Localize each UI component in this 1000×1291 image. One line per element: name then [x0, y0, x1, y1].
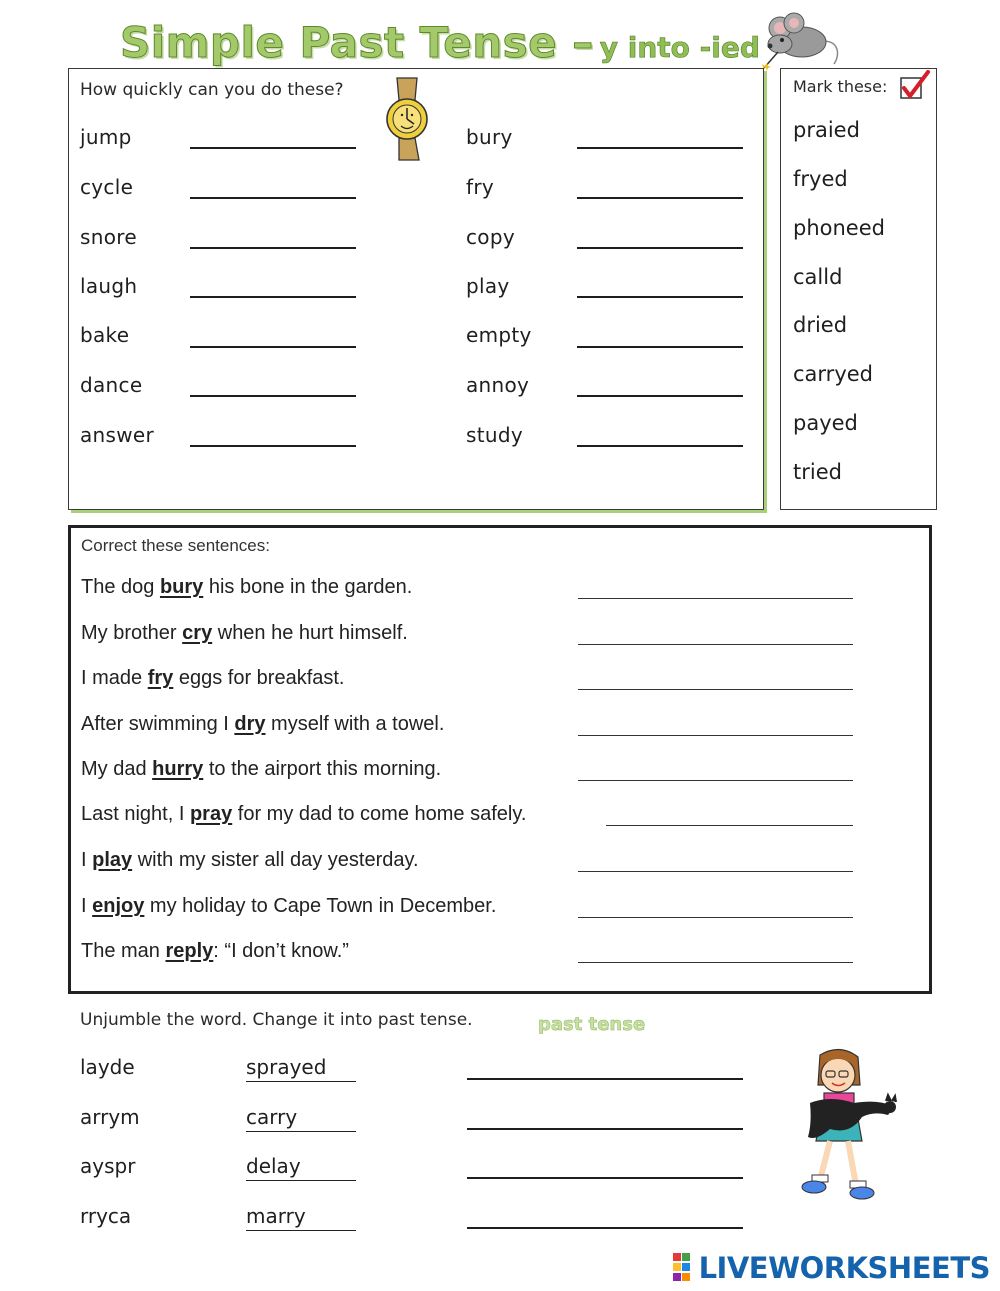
answer-line[interactable]: [467, 1177, 743, 1179]
highlighted-verb: enjoy: [92, 895, 145, 917]
scrambled-word: ayspr: [80, 1154, 136, 1178]
answer-line[interactable]: [190, 147, 356, 149]
sentence-item: I made fry eggs for breakfast.: [81, 667, 345, 689]
highlighted-verb: cry: [182, 622, 213, 644]
watch-icon: [384, 76, 432, 162]
mark-instruction: Mark these:: [793, 77, 888, 96]
answer-line[interactable]: [577, 346, 743, 348]
highlighted-verb: hurry: [152, 758, 204, 780]
sentence-item: My brother cry when he hurt himself.: [81, 622, 408, 644]
answer-line[interactable]: [190, 445, 356, 447]
mark-word[interactable]: fryed: [793, 167, 848, 191]
verb-item: play: [466, 274, 510, 298]
girl-with-cat-illustration: [790, 1045, 905, 1210]
word-choice[interactable]: carry: [246, 1105, 356, 1132]
mark-word[interactable]: dried: [793, 313, 848, 337]
brand-name: LIVEWORKSHEETS: [698, 1251, 990, 1285]
speed-instruction: How quickly can you do these?: [80, 80, 344, 100]
answer-line[interactable]: [190, 247, 356, 249]
answer-line[interactable]: [606, 825, 853, 826]
highlighted-verb: fry: [147, 667, 174, 689]
answer-line[interactable]: [577, 197, 743, 199]
answer-line[interactable]: [578, 871, 853, 872]
verb-item: cycle: [80, 175, 134, 199]
word-choice[interactable]: delay: [246, 1154, 356, 1181]
verb-item: laugh: [80, 274, 138, 298]
answer-line[interactable]: [578, 917, 853, 918]
verb-item: fry: [466, 175, 494, 199]
verb-item: answer: [80, 423, 155, 447]
sentence-item: I enjoy my holiday to Cape Town in December.: [81, 895, 497, 917]
verb-item: bury: [466, 125, 513, 149]
checkbox-icon: [898, 70, 932, 104]
highlighted-verb: reply: [165, 940, 214, 962]
verb-item: annoy: [466, 373, 530, 397]
answer-line[interactable]: [578, 598, 853, 599]
mark-word[interactable]: payed: [793, 411, 858, 435]
answer-line[interactable]: [190, 346, 356, 348]
word-choice[interactable]: sprayed: [246, 1055, 356, 1082]
highlighted-verb: bury: [159, 576, 204, 598]
answer-line[interactable]: [467, 1078, 743, 1080]
highlighted-verb: pray: [189, 803, 233, 825]
scrambled-word: rryca: [80, 1204, 132, 1228]
answer-line[interactable]: [577, 247, 743, 249]
answer-line[interactable]: [467, 1128, 743, 1130]
mark-word[interactable]: tried: [793, 460, 842, 484]
answer-line[interactable]: [578, 735, 853, 736]
scrambled-word: layde: [80, 1055, 135, 1079]
highlighted-verb: play: [92, 849, 133, 871]
sentences-instruction: Correct these sentences:: [81, 536, 270, 555]
unjumble-instruction: Unjumble the word. Change it into past tense.: [80, 1010, 473, 1030]
mark-word[interactable]: phoneed: [793, 216, 885, 240]
answer-line[interactable]: [577, 445, 743, 447]
verb-item: empty: [466, 323, 532, 347]
sentence-item: After swimming I dry myself with a towel.: [81, 713, 445, 735]
sentence-item: The man reply: “I don’t know.”: [81, 940, 349, 962]
answer-line[interactable]: [190, 197, 356, 199]
sentence-item: The dog bury his bone in the garden.: [81, 576, 413, 598]
verb-item: copy: [466, 225, 515, 249]
mark-word[interactable]: calld: [793, 265, 843, 289]
answer-line[interactable]: [577, 147, 743, 149]
past-tense-hint: past tense: [538, 1014, 646, 1035]
answer-line[interactable]: [577, 395, 743, 397]
highlighted-verb: dry: [234, 713, 266, 735]
answer-line[interactable]: [467, 1227, 743, 1229]
mark-word[interactable]: praied: [793, 118, 860, 142]
brand-icon: [673, 1253, 699, 1283]
title-subtitle: y into -ied: [599, 31, 760, 64]
sentence-item: I play with my sister all day yesterday.: [81, 849, 419, 871]
answer-line[interactable]: [578, 644, 853, 645]
answer-line[interactable]: [190, 395, 356, 397]
word-choice[interactable]: marry: [246, 1204, 356, 1231]
sentence-item: My dad hurry to the airport this morning.: [81, 758, 442, 780]
verb-item: bake: [80, 323, 130, 347]
verb-item: dance: [80, 373, 143, 397]
mouse-illustration: [758, 8, 848, 74]
brand-logo[interactable]: [673, 1251, 990, 1285]
answer-line[interactable]: [578, 780, 853, 781]
answer-line[interactable]: [578, 962, 853, 963]
verb-item: snore: [80, 225, 137, 249]
verb-item: study: [466, 423, 523, 447]
mark-word[interactable]: carryed: [793, 362, 873, 386]
answer-line[interactable]: [190, 296, 356, 298]
title-main: Simple Past Tense –: [120, 18, 594, 67]
answer-line[interactable]: [577, 296, 743, 298]
scrambled-word: arrym: [80, 1105, 140, 1129]
verb-item: jump: [80, 125, 132, 149]
answer-line[interactable]: [578, 689, 853, 690]
sentence-item: Last night, I pray for my dad to come home safely.: [81, 803, 527, 825]
